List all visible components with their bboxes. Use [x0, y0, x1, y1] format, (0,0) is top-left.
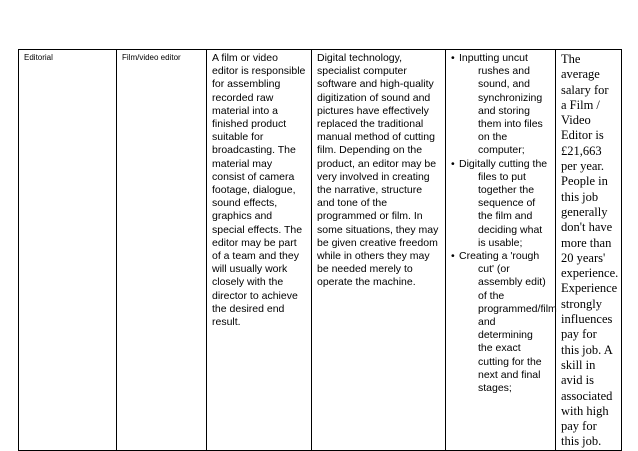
task-text: cut' (or assembly edit) of the programmed/film and determining the exact cutting for the next and final stages;: [478, 263, 557, 395]
role-cell: Film/video editor: [117, 50, 207, 451]
bullet-icon: •: [451, 52, 455, 64]
technology-cell: Digital technology, specialist computer software and high-quality digitization of sound and pictures have effectively replaced the traditional manual method of cutting film. Depending on the product, an editor may be very involved in creating the narrative, structure and tone of the programmed or film. In some situations, they may be given creative freedom while in others they may be needed merely to operate the machine.: [312, 50, 446, 451]
list-item: [451, 158, 550, 250]
tasks-cell: [446, 50, 556, 451]
task-first-line: Digitally cutting the: [459, 157, 548, 170]
bullet-icon: •: [451, 157, 455, 170]
task-text: files to put together the sequence of the film and deciding what is usable;: [478, 170, 543, 249]
list-item: [451, 250, 557, 395]
salary-cell: The average salary for a Film / Video Editor is £21,663 per year. People in this job generally don't have more than 20 years' experience. Experience strongly influences pay for this job. A skill in avid is associated with high pay for this job.: [556, 50, 622, 451]
description-cell: A film or video editor is responsible for assembling recorded raw material into a finished product suitable for broadcasting. The material may consist of camera footage, dialogue, sound effects, graphics and special effects. The editor may be part of a team and they will usually work closely with the director to achieve the desired end result.: [207, 50, 312, 451]
category-cell: Editorial: [19, 50, 117, 451]
bullet-icon: •: [451, 250, 455, 263]
list-item: [451, 52, 550, 158]
job-roles-table: [18, 49, 622, 451]
task-text: rushes and sound, and synchronizing and storing them into files on the computer;: [478, 65, 543, 157]
table-row: [19, 50, 622, 451]
task-first-line: Inputting uncut: [459, 52, 528, 64]
task-first-line: Creating a 'rough: [459, 250, 540, 263]
tasks-list: [451, 52, 557, 395]
